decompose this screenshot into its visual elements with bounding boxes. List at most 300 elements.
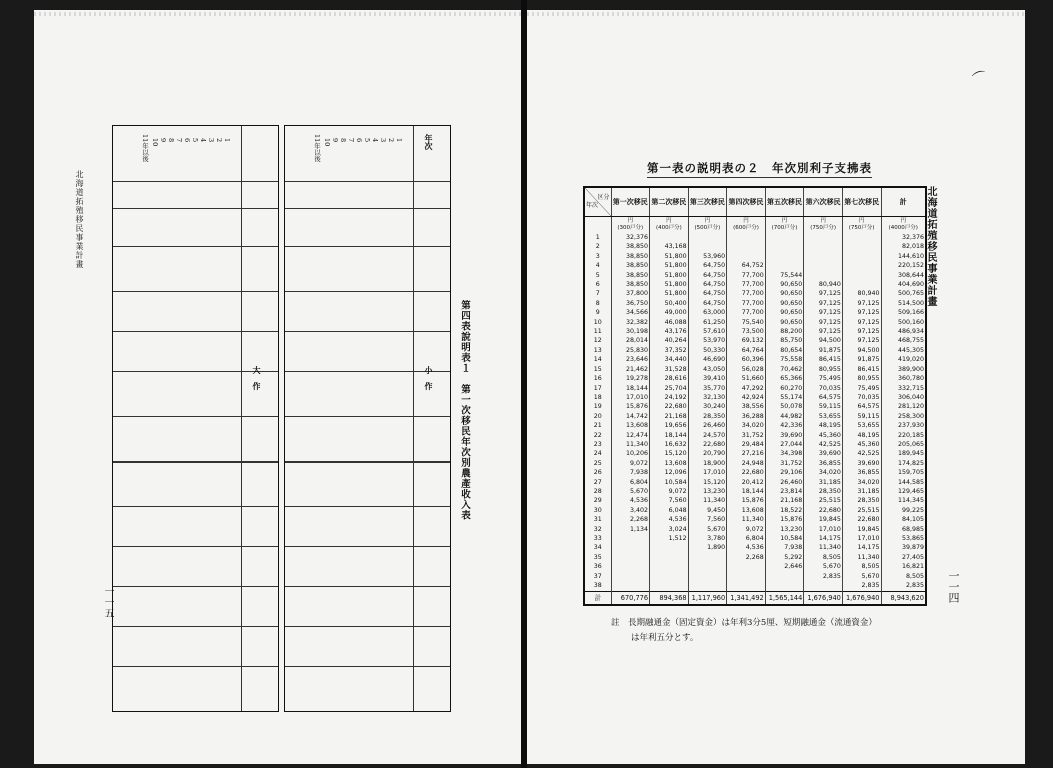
value-cell: 28,350 xyxy=(804,487,843,496)
value-cell: 39,690 xyxy=(765,431,804,440)
value-cell: 27,044 xyxy=(765,440,804,449)
value-cell: 75,540 xyxy=(727,318,766,327)
value-cell: 21,168 xyxy=(650,412,689,421)
value-cell: 59,115 xyxy=(804,403,843,412)
unit-cell xyxy=(842,217,881,234)
value-cell: 24,192 xyxy=(650,393,689,402)
value-cell: 80,955 xyxy=(804,365,843,374)
table-row xyxy=(585,431,925,440)
value-cell xyxy=(650,544,689,553)
lower-year-7: 7 xyxy=(175,138,183,143)
year-cell: 7 xyxy=(595,290,600,298)
column-header: 第七次移民 xyxy=(842,188,881,217)
unit-label: (300戸分) xyxy=(617,225,644,232)
value-cell: 39,690 xyxy=(842,459,881,468)
value-cell: 51,800 xyxy=(650,280,689,289)
value-cell: 24,570 xyxy=(688,431,727,440)
lower-year-9: 9 xyxy=(159,138,167,143)
year-cell: 2 xyxy=(595,243,600,251)
value-cell: 38,850 xyxy=(611,252,650,261)
table-row xyxy=(585,563,925,572)
value-cell: 25,515 xyxy=(842,506,881,515)
value-cell: 1,890 xyxy=(688,544,727,553)
column-header-total: 計 xyxy=(881,188,925,217)
table-row xyxy=(585,544,925,553)
value-cell: 57,610 xyxy=(688,327,727,336)
row-total-cell: 220,185 xyxy=(881,431,925,440)
row-total-cell: 220,152 xyxy=(881,262,925,271)
value-cell: 77,700 xyxy=(727,290,766,299)
value-cell: 53,655 xyxy=(842,421,881,430)
unit-cell-empty xyxy=(585,217,611,234)
year-cell: 11 xyxy=(593,328,602,336)
left-upper-table xyxy=(284,125,451,712)
value-cell: 51,800 xyxy=(650,262,689,271)
value-cell: 48,195 xyxy=(842,431,881,440)
value-cell: 80,654 xyxy=(765,346,804,355)
value-cell: 20,790 xyxy=(688,450,727,459)
year-cell: 32 xyxy=(593,525,602,533)
total-cell-grand: 8,943,620 xyxy=(881,592,925,605)
column-header: 第六次移民 xyxy=(804,188,843,217)
value-cell: 32,130 xyxy=(688,393,727,402)
total-cell: 1,117,960 xyxy=(688,592,727,605)
value-cell xyxy=(765,572,804,581)
upper-year-9: 9 xyxy=(331,138,339,143)
value-cell: 46,690 xyxy=(688,356,727,365)
value-cell: 53,655 xyxy=(804,412,843,421)
value-cell: 31,528 xyxy=(650,365,689,374)
value-cell: 16,632 xyxy=(650,440,689,449)
table-row xyxy=(585,478,925,487)
value-cell: 5,670 xyxy=(842,572,881,581)
column-header: 第三次移民 xyxy=(688,188,727,217)
row-total-cell: 237,930 xyxy=(881,421,925,430)
value-cell: 40,264 xyxy=(650,337,689,346)
year-cell: 20 xyxy=(593,412,602,420)
upper-year-4: 4 xyxy=(371,138,379,143)
value-cell: 28,014 xyxy=(611,337,650,346)
value-cell: 32,376 xyxy=(611,233,650,242)
table-row xyxy=(585,506,925,515)
table-row xyxy=(585,469,925,478)
row-total-cell: 500,765 xyxy=(881,290,925,299)
value-cell: 23,814 xyxy=(765,487,804,496)
table-title: 第一表の説明表の２ 年次別利子支拂表 xyxy=(647,160,872,178)
column-header: 第二次移民 xyxy=(650,188,689,217)
left-lower-table xyxy=(112,125,279,712)
value-cell: 42,525 xyxy=(804,440,843,449)
value-cell: 9,072 xyxy=(650,487,689,496)
value-cell xyxy=(765,243,804,252)
value-cell: 2,268 xyxy=(611,516,650,525)
scan-noise xyxy=(527,12,1025,16)
value-cell: 11,340 xyxy=(727,516,766,525)
year-cell: 14 xyxy=(593,356,602,364)
total-row xyxy=(585,592,925,605)
value-cell: 97,125 xyxy=(842,318,881,327)
value-cell: 97,125 xyxy=(804,299,843,308)
value-cell: 3,780 xyxy=(688,534,727,543)
table-body xyxy=(585,217,925,592)
total-cell: 894,368 xyxy=(650,592,689,605)
value-cell xyxy=(688,243,727,252)
value-cell: 51,800 xyxy=(650,252,689,261)
value-cell xyxy=(727,563,766,572)
row-total-cell: 360,780 xyxy=(881,374,925,383)
yen-mark: 円 xyxy=(858,218,865,225)
value-cell: 38,850 xyxy=(611,243,650,252)
value-cell: 22,680 xyxy=(727,469,766,478)
value-cell: 45,360 xyxy=(804,431,843,440)
value-cell: 15,120 xyxy=(650,450,689,459)
value-cell: 70,035 xyxy=(804,384,843,393)
value-cell: 91,875 xyxy=(804,346,843,355)
year-cell: 21 xyxy=(593,422,602,430)
table-row xyxy=(585,309,925,318)
value-cell: 36,288 xyxy=(727,412,766,421)
row-total-cell: 27,405 xyxy=(881,553,925,562)
value-cell: 39,690 xyxy=(804,450,843,459)
value-cell: 4,536 xyxy=(727,544,766,553)
value-cell: 91,875 xyxy=(842,356,881,365)
value-cell xyxy=(611,534,650,543)
value-cell: 3,402 xyxy=(611,506,650,515)
table-row xyxy=(585,318,925,327)
total-cell: 1,565,144 xyxy=(765,592,804,605)
value-cell: 19,656 xyxy=(650,421,689,430)
value-cell: 64,750 xyxy=(688,271,727,280)
value-cell: 38,850 xyxy=(611,262,650,271)
yen-mark: 円 xyxy=(900,218,906,225)
value-cell: 43,168 xyxy=(650,243,689,252)
year-cell: 6 xyxy=(595,281,600,289)
value-cell xyxy=(842,243,881,252)
upper-year-2: 2 xyxy=(387,138,395,143)
yen-mark: 円 xyxy=(666,218,672,225)
value-cell: 31,752 xyxy=(765,459,804,468)
table-row xyxy=(585,365,925,374)
value-cell xyxy=(611,563,650,572)
corner-bottom-label: 年次 xyxy=(586,202,599,209)
unit-cell xyxy=(765,217,804,234)
row-total-cell: 332,715 xyxy=(881,384,925,393)
year-cell: 26 xyxy=(593,469,602,477)
value-cell: 9,072 xyxy=(611,459,650,468)
upper-year-10: 10 xyxy=(323,138,331,147)
value-cell: 28,350 xyxy=(842,497,881,506)
value-cell: 46,088 xyxy=(650,318,689,327)
value-cell xyxy=(688,581,727,591)
value-cell: 80,940 xyxy=(804,280,843,289)
value-cell: 97,125 xyxy=(842,309,881,318)
value-cell: 80,940 xyxy=(842,290,881,299)
row-total-cell: 205,065 xyxy=(881,440,925,449)
value-cell: 90,650 xyxy=(765,309,804,318)
value-cell: 97,125 xyxy=(842,327,881,336)
value-cell xyxy=(611,544,650,553)
value-cell: 38,850 xyxy=(611,271,650,280)
lower-year-2: 2 xyxy=(215,138,223,143)
row-total-cell: 486,934 xyxy=(881,327,925,336)
year-cell: 15 xyxy=(593,365,602,373)
table-row xyxy=(585,290,925,299)
value-cell: 18,900 xyxy=(688,459,727,468)
value-cell xyxy=(688,563,727,572)
year-cell: 30 xyxy=(593,506,602,514)
value-cell: 97,125 xyxy=(804,327,843,336)
value-cell: 64,575 xyxy=(804,393,843,402)
row-total-cell: 144,610 xyxy=(881,252,925,261)
value-cell: 53,960 xyxy=(688,252,727,261)
lower-header-top: 大 作 xyxy=(252,366,262,390)
value-cell: 49,000 xyxy=(650,309,689,318)
value-cell: 11,340 xyxy=(804,544,843,553)
value-cell: 77,700 xyxy=(727,271,766,280)
value-cell: 2,835 xyxy=(804,572,843,581)
value-cell: 22,680 xyxy=(842,516,881,525)
value-cell: 64,750 xyxy=(688,280,727,289)
value-cell: 14,175 xyxy=(842,544,881,553)
value-cell: 59,115 xyxy=(842,412,881,421)
value-cell: 22,680 xyxy=(688,440,727,449)
value-cell: 30,198 xyxy=(611,327,650,336)
value-cell: 7,938 xyxy=(611,469,650,478)
left-page-title: 第四表說明表１ 第一次移民年次別農產收入表 xyxy=(459,300,470,521)
value-cell: 27,216 xyxy=(727,450,766,459)
value-cell: 97,125 xyxy=(804,309,843,318)
value-cell: 61,250 xyxy=(688,318,727,327)
value-cell: 11,340 xyxy=(842,553,881,562)
year-cell: 13 xyxy=(593,346,602,354)
table-row xyxy=(585,572,925,581)
value-cell: 38,556 xyxy=(727,403,766,412)
value-cell: 18,144 xyxy=(650,431,689,440)
value-cell: 13,608 xyxy=(611,421,650,430)
value-cell: 8,505 xyxy=(842,563,881,572)
value-cell: 75,558 xyxy=(765,356,804,365)
year-cell: 25 xyxy=(593,459,602,467)
value-cell: 88,200 xyxy=(765,327,804,336)
value-cell: 55,174 xyxy=(765,393,804,402)
value-cell: 69,132 xyxy=(727,337,766,346)
value-cell: 3,024 xyxy=(650,525,689,534)
unit-label: (500戸分) xyxy=(694,225,721,232)
value-cell: 2,835 xyxy=(842,581,881,591)
total-cell: 670,776 xyxy=(611,592,650,605)
value-cell: 64,764 xyxy=(727,346,766,355)
interest-table xyxy=(585,188,925,604)
table-row xyxy=(585,553,925,562)
total-cell: 1,676,940 xyxy=(842,592,881,605)
row-total-cell: 144,585 xyxy=(881,478,925,487)
lower-year-5: 5 xyxy=(191,138,199,143)
value-cell: 13,608 xyxy=(650,459,689,468)
table-row xyxy=(585,356,925,365)
yen-mark: 円 xyxy=(743,218,749,225)
value-cell: 9,450 xyxy=(688,506,727,515)
upper-year-6: 6 xyxy=(355,138,363,143)
value-cell: 8,505 xyxy=(804,553,843,562)
yen-mark: 円 xyxy=(820,218,826,225)
corner-cell xyxy=(585,188,611,217)
row-total-cell: 2,835 xyxy=(881,581,925,591)
unit-label: (400戸分) xyxy=(655,225,682,232)
value-cell: 38,850 xyxy=(611,280,650,289)
value-cell xyxy=(804,243,843,252)
unit-cell xyxy=(611,217,650,234)
value-cell: 43,176 xyxy=(650,327,689,336)
note-line-1: 註 長期融通金（固定資金）は年利3分5厘、短期融通金（流通資金） xyxy=(611,618,877,628)
value-cell: 22,680 xyxy=(804,506,843,515)
yen-mark: 円 xyxy=(704,218,711,225)
upper-header-top: 小 作 xyxy=(424,366,434,390)
value-cell xyxy=(727,581,766,591)
value-cell: 75,495 xyxy=(804,374,843,383)
value-cell: 7,938 xyxy=(765,544,804,553)
year-cell: 5 xyxy=(595,271,600,279)
row-total-cell: 445,305 xyxy=(881,346,925,355)
value-cell: 77,700 xyxy=(727,280,766,289)
value-cell: 34,440 xyxy=(650,356,689,365)
value-cell: 15,876 xyxy=(727,497,766,506)
value-cell xyxy=(804,581,843,591)
table-row xyxy=(585,243,925,252)
value-cell: 51,660 xyxy=(727,374,766,383)
left-footer-header: 北海道拓殖移民事業計畫 xyxy=(75,170,84,269)
value-cell: 34,566 xyxy=(611,309,650,318)
value-cell: 5,670 xyxy=(611,487,650,496)
value-cell: 36,855 xyxy=(842,469,881,478)
value-cell: 39,410 xyxy=(688,374,727,383)
value-cell xyxy=(727,572,766,581)
row-total-cell: 39,879 xyxy=(881,544,925,553)
lower-year-8: 8 xyxy=(167,138,175,143)
value-cell: 18,522 xyxy=(765,506,804,515)
value-cell xyxy=(650,553,689,562)
interest-table-frame xyxy=(583,186,927,606)
value-cell: 10,584 xyxy=(650,478,689,487)
value-cell xyxy=(727,233,766,242)
value-cell: 77,700 xyxy=(727,299,766,308)
yen-mark: 円 xyxy=(627,218,634,225)
value-cell: 64,752 xyxy=(727,262,766,271)
unit-label: (750戸分) xyxy=(848,225,875,232)
year-cell: 4 xyxy=(595,262,600,270)
value-cell: 25,515 xyxy=(804,497,843,506)
table-row xyxy=(585,450,925,459)
value-cell: 26,460 xyxy=(765,478,804,487)
value-cell: 6,804 xyxy=(611,478,650,487)
table-row xyxy=(585,262,925,271)
table-row xyxy=(585,516,925,525)
table-row xyxy=(585,252,925,261)
scan-noise xyxy=(34,12,521,16)
value-cell xyxy=(611,581,650,591)
value-cell xyxy=(650,563,689,572)
value-cell: 31,752 xyxy=(727,431,766,440)
upper-year-3: 3 xyxy=(379,138,387,143)
table-row xyxy=(585,497,925,506)
value-cell: 34,398 xyxy=(765,450,804,459)
value-cell: 13,608 xyxy=(727,506,766,515)
value-cell: 53,970 xyxy=(688,337,727,346)
upper-header-year: 年次 xyxy=(424,134,434,150)
value-cell: 85,750 xyxy=(765,337,804,346)
value-cell: 63,000 xyxy=(688,309,727,318)
row-total-cell: 404,690 xyxy=(881,280,925,289)
left-page xyxy=(34,10,521,764)
value-cell: 47,292 xyxy=(727,384,766,393)
table-row xyxy=(585,384,925,393)
year-cell: 31 xyxy=(593,516,602,524)
row-total-cell: 468,755 xyxy=(881,337,925,346)
year-cell: 22 xyxy=(593,431,602,439)
year-cell: 23 xyxy=(593,440,602,448)
value-cell: 17,010 xyxy=(688,469,727,478)
value-cell: 13,230 xyxy=(688,487,727,496)
value-cell: 31,185 xyxy=(842,487,881,496)
lower-year-11: 11年以後 xyxy=(141,134,149,162)
value-cell: 1,134 xyxy=(611,525,650,534)
value-cell: 45,360 xyxy=(842,440,881,449)
value-cell: 50,400 xyxy=(650,299,689,308)
value-cell: 30,240 xyxy=(688,403,727,412)
row-total-cell: 99,225 xyxy=(881,506,925,515)
value-cell: 19,845 xyxy=(842,525,881,534)
value-cell xyxy=(727,243,766,252)
value-cell: 42,525 xyxy=(842,450,881,459)
total-cell: 1,676,940 xyxy=(804,592,843,605)
value-cell: 10,584 xyxy=(765,534,804,543)
value-cell: 18,144 xyxy=(611,384,650,393)
value-cell: 12,096 xyxy=(650,469,689,478)
lower-year-10: 10 xyxy=(151,138,159,147)
row-total-cell: 8,505 xyxy=(881,572,925,581)
corner-top-label: 区分 xyxy=(597,194,610,201)
value-cell: 51,800 xyxy=(650,290,689,299)
left-page-number: 一一五 xyxy=(102,586,113,619)
value-cell: 6,804 xyxy=(727,534,766,543)
value-cell: 25,830 xyxy=(611,346,650,355)
value-cell: 5,670 xyxy=(804,563,843,572)
value-cell: 56,028 xyxy=(727,365,766,374)
row-total-cell: 84,105 xyxy=(881,516,925,525)
value-cell: 1,512 xyxy=(650,534,689,543)
value-cell: 15,876 xyxy=(765,516,804,525)
value-cell xyxy=(804,252,843,261)
table-row xyxy=(585,374,925,383)
row-total-cell: 189,945 xyxy=(881,450,925,459)
value-cell: 44,982 xyxy=(765,412,804,421)
row-total-cell: 281,120 xyxy=(881,403,925,412)
year-cell: 10 xyxy=(593,318,602,326)
table-row xyxy=(585,440,925,449)
value-cell xyxy=(765,252,804,261)
value-cell: 60,270 xyxy=(765,384,804,393)
note-line-2: は年利五分とす。 xyxy=(631,633,699,643)
upper-year-8: 8 xyxy=(339,138,347,143)
value-cell: 5,292 xyxy=(765,553,804,562)
year-cell: 9 xyxy=(595,309,600,317)
year-cell: 16 xyxy=(593,375,602,383)
value-cell: 10,206 xyxy=(611,450,650,459)
year-cell: 24 xyxy=(593,450,602,458)
year-cell: 35 xyxy=(593,553,602,561)
value-cell: 70,035 xyxy=(842,393,881,402)
value-cell: 11,340 xyxy=(611,440,650,449)
unit-label: (4000戸分) xyxy=(888,225,918,232)
